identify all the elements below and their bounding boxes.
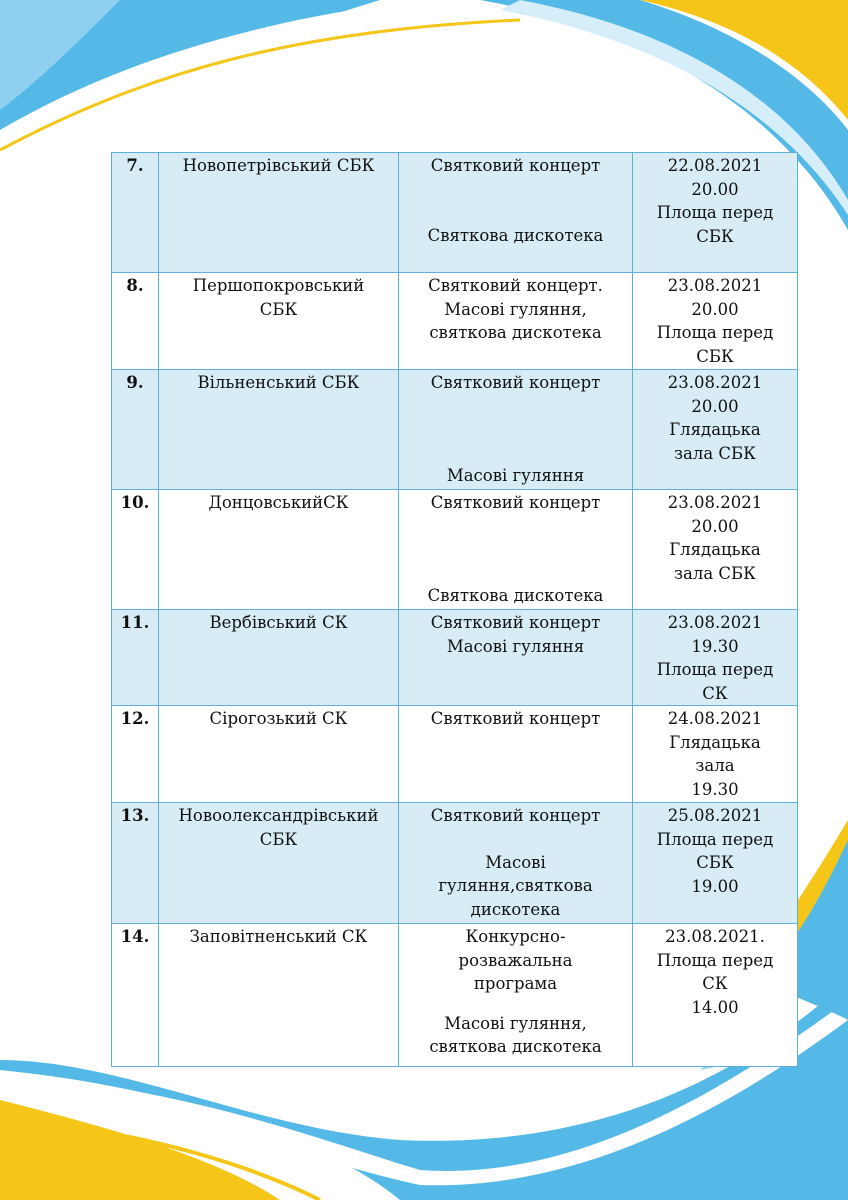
venue-cell xyxy=(159,490,399,610)
venue-line: Новоолександрівський xyxy=(178,806,379,825)
events-cell xyxy=(399,706,633,803)
events-cell xyxy=(399,273,633,370)
venue-line: ДонцовськийСК xyxy=(208,493,349,512)
venue-line: Вербівський СК xyxy=(209,613,348,632)
venue-line: Новопетрівський СБК xyxy=(182,156,375,175)
event-line: Масові гуляння xyxy=(446,636,585,656)
row-number: 13. xyxy=(112,803,159,924)
table-row xyxy=(112,370,798,490)
table-row xyxy=(112,706,798,803)
date-place-cell xyxy=(633,153,798,273)
detail-line: 25.08.2021 xyxy=(667,806,763,825)
schedule-body xyxy=(112,153,798,1067)
date-place-cell xyxy=(633,273,798,370)
events-cell xyxy=(399,370,633,490)
venue-cell xyxy=(159,610,399,706)
venue-line: СБК xyxy=(259,829,298,849)
events-cell xyxy=(399,803,633,924)
event-schedule-table xyxy=(111,152,798,1067)
venue-line: Сірогозький СК xyxy=(209,709,348,728)
row-number: 9. xyxy=(112,370,159,490)
detail-line: 23.08.2021 xyxy=(667,493,763,512)
event-line: Масові гуляння xyxy=(446,465,585,485)
detail-line: Площа перед xyxy=(656,829,774,849)
detail-line: зала СБК xyxy=(674,563,756,583)
events-cell xyxy=(399,490,633,610)
row-number: 12. xyxy=(112,706,159,803)
detail-line: Глядацька xyxy=(669,420,761,439)
table-row xyxy=(112,490,798,610)
date-place-cell xyxy=(633,370,798,490)
table-row xyxy=(112,924,798,1067)
event-line: Святковий концерт xyxy=(430,156,601,175)
detail-line: зала СБК xyxy=(674,443,756,463)
detail-line: СБК xyxy=(696,853,734,872)
table-row xyxy=(112,273,798,370)
detail-line: СК xyxy=(702,974,728,993)
venue-line: Вільненський СБК xyxy=(197,373,360,392)
detail-line: 23.08.2021 xyxy=(667,373,763,392)
date-place-cell xyxy=(633,490,798,610)
event-line: Святковий концерт. xyxy=(428,276,603,295)
detail-line: Площа перед xyxy=(656,203,774,222)
event-line: Конкурсно- xyxy=(465,927,566,946)
detail-line: Глядацька xyxy=(669,732,761,752)
table-row xyxy=(112,803,798,924)
detail-line: 20.00 xyxy=(691,299,739,319)
venue-cell xyxy=(159,273,399,370)
row-number: 10. xyxy=(112,490,159,610)
venue-line: Заповітненський СК xyxy=(189,927,368,946)
detail-line: 19.30 xyxy=(691,779,739,799)
event-line: Святковий концерт xyxy=(430,709,601,728)
detail-line: Площа перед xyxy=(656,660,774,679)
row-number: 11. xyxy=(112,610,159,706)
detail-line: 14.00 xyxy=(691,997,739,1017)
detail-line: СБК xyxy=(696,226,734,246)
detail-line: зала xyxy=(695,756,735,775)
table-row xyxy=(112,153,798,273)
event-line: Святкова дискотека xyxy=(427,225,604,245)
row-number: 7. xyxy=(112,153,159,273)
venue-cell xyxy=(159,924,399,1067)
detail-line: 23.08.2021 xyxy=(667,276,763,295)
detail-line: 22.08.2021 xyxy=(667,156,763,175)
detail-line: 20.00 xyxy=(691,179,739,199)
event-line: Масові xyxy=(485,852,546,872)
date-place-cell xyxy=(633,610,798,706)
event-line: Масові гуляння, xyxy=(444,1013,587,1033)
event-line: святкова дискотека xyxy=(429,323,602,342)
detail-line: 19.30 xyxy=(691,636,739,656)
table-row xyxy=(112,610,798,706)
event-line: програма xyxy=(473,974,558,993)
detail-line: СК xyxy=(702,683,728,703)
event-line: Святковий концерт xyxy=(430,806,601,825)
detail-line: 24.08.2021 xyxy=(667,709,763,728)
venue-cell xyxy=(159,153,399,273)
row-number: 8. xyxy=(112,273,159,370)
detail-line: 23.08.2021. xyxy=(665,927,765,946)
detail-line: СБК xyxy=(696,346,734,366)
venue-cell xyxy=(159,370,399,490)
event-line: Святкова дискотека xyxy=(427,585,604,605)
venue-cell xyxy=(159,706,399,803)
venue-cell xyxy=(159,803,399,924)
event-line: гуляння,святкова xyxy=(438,876,593,895)
date-place-cell xyxy=(633,706,798,803)
event-line: Святковий концерт xyxy=(430,493,601,512)
venue-line: Першопокровський xyxy=(192,276,365,295)
venue-line: СБК xyxy=(259,299,298,319)
events-cell xyxy=(399,153,633,273)
detail-line: 19.00 xyxy=(691,876,739,896)
detail-line: 23.08.2021 xyxy=(667,613,763,632)
row-number: 14. xyxy=(112,924,159,1067)
event-line: Святковий концерт xyxy=(430,373,601,392)
detail-line: 20.00 xyxy=(691,516,739,536)
event-line: святкова дискотека xyxy=(429,1037,602,1056)
event-line: дискотека xyxy=(470,899,561,919)
events-cell xyxy=(399,610,633,706)
date-place-cell xyxy=(633,924,798,1067)
detail-line: Площа перед xyxy=(656,323,774,342)
event-line: Масові гуляння, xyxy=(444,299,587,319)
event-line: Святковий концерт xyxy=(430,613,601,632)
detail-line: Глядацька xyxy=(669,540,761,559)
event-line: розважальна xyxy=(458,950,573,970)
date-place-cell xyxy=(633,803,798,924)
events-cell xyxy=(399,924,633,1067)
detail-line: Площа перед xyxy=(656,950,774,970)
detail-line: 20.00 xyxy=(691,396,739,416)
